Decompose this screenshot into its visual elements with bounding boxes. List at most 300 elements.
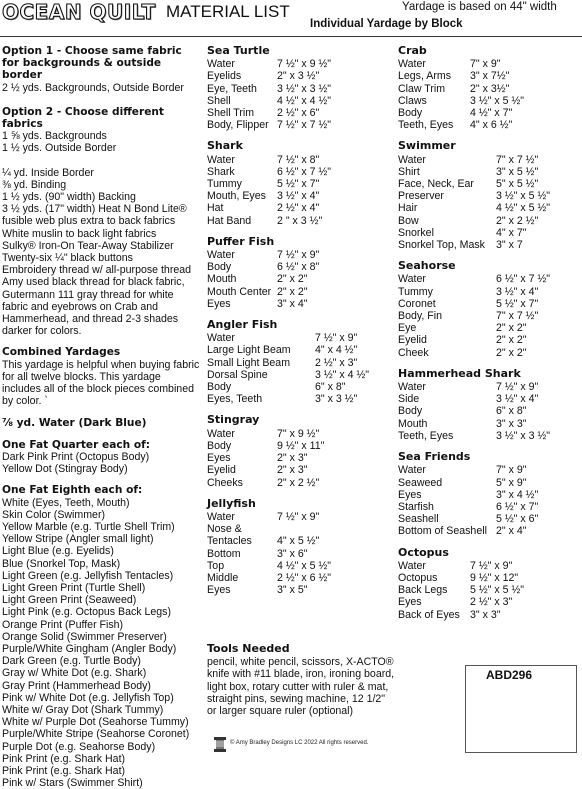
fabric-requirements-column bbox=[2, 45, 202, 789]
fabric-item: Yellow Stripe (Angler small light) bbox=[2, 533, 202, 545]
piece-size: 7" x 9 ½" bbox=[277, 428, 319, 440]
fabric-item: Gray w/ White Dot (e.g. Shark) bbox=[2, 667, 202, 679]
piece-size: 7 ½" x 9" bbox=[315, 332, 357, 344]
piece-size: 2" x 2" bbox=[277, 273, 308, 285]
fabric-item: Purple/White Stripe (Seahorse Coronet) bbox=[2, 728, 202, 740]
yardage-row bbox=[207, 58, 395, 70]
piece-name: Water bbox=[207, 428, 277, 440]
piece-size: 2 ½" x 4" bbox=[277, 202, 319, 214]
piece-name: Mouth bbox=[398, 418, 496, 430]
piece-size: 7" x 7 ½" bbox=[496, 154, 538, 166]
block-section bbox=[207, 498, 395, 597]
piece-name: Eyes, Teeth bbox=[207, 393, 315, 405]
piece-size: 4 ½" x 4 ½" bbox=[277, 95, 331, 107]
fabric-item: Light Pink (e.g. Octopus Back Legs) bbox=[2, 606, 202, 618]
yardage-row bbox=[207, 202, 395, 214]
piece-name: Water bbox=[398, 560, 470, 572]
block-section bbox=[398, 140, 580, 251]
piece-name: Top bbox=[207, 560, 277, 572]
piece-name: Cheeks bbox=[207, 477, 277, 489]
piece-name: Starfish bbox=[398, 501, 496, 513]
block-section bbox=[207, 45, 395, 131]
yardage-row bbox=[207, 95, 395, 107]
block-section bbox=[398, 45, 580, 131]
piece-name: Water bbox=[207, 511, 277, 523]
piece-size: 3" x 5 ½" bbox=[496, 166, 538, 178]
header-divider bbox=[0, 36, 582, 37]
piece-size: 5" x 5 ½" bbox=[496, 178, 538, 190]
fabric-item: Yellow Dot (Stingray Body) bbox=[2, 463, 202, 475]
piece-size: 3 ½" x 4" bbox=[496, 393, 538, 405]
piece-name: Shell bbox=[207, 95, 277, 107]
piece-size: 3" x 4" bbox=[277, 298, 308, 310]
block-yardage-column-2 bbox=[398, 45, 580, 630]
misc-item: White muslin to back light fabrics bbox=[2, 228, 202, 240]
piece-size: 2" x 3" bbox=[277, 452, 308, 464]
yardage-row bbox=[398, 58, 580, 70]
piece-size: 2" x 4" bbox=[496, 525, 527, 537]
piece-size: 9 ½" x 11" bbox=[277, 440, 324, 452]
misc-item: ⅜ yd. Binding bbox=[2, 179, 202, 191]
piece-name: Tummy bbox=[207, 178, 277, 190]
misc-item: Amy used black thread for black fabric, Gutermann 111 gray thread for white fabric and eyebrows on Crab and Hammerhead, and thread 2-3 shades darker for colors. bbox=[2, 276, 202, 337]
piece-name: Mouth Center bbox=[207, 286, 277, 298]
piece-name: Bottom bbox=[207, 548, 277, 560]
yardage-row bbox=[207, 83, 395, 95]
piece-name: Large Light Beam bbox=[207, 344, 315, 356]
yardage-row bbox=[207, 584, 395, 596]
water-yardage: ⅞ yd. Water (Dark Blue) bbox=[2, 417, 202, 429]
piece-size: 5 ½" x 7" bbox=[277, 178, 319, 190]
yardage-row bbox=[398, 477, 580, 489]
yardage-row bbox=[398, 95, 580, 107]
fat-quarter-heading: One Fat Quarter each of: bbox=[2, 439, 202, 451]
piece-size: 3 ½" x 4" bbox=[496, 286, 538, 298]
piece-size: 3 ½" x 5 ½" bbox=[496, 190, 550, 202]
piece-size: 4 ½" x 7" bbox=[470, 107, 512, 119]
piece-size: 3" x 3" bbox=[496, 418, 527, 430]
yardage-row bbox=[207, 190, 395, 202]
piece-size: 4" x 5 ½" bbox=[277, 535, 319, 547]
yardage-row bbox=[207, 357, 395, 369]
piece-name: Water bbox=[207, 249, 277, 261]
copyright: © Amy Bradley Designs LC 2022 All rights reserved. bbox=[230, 740, 368, 746]
yardage-row bbox=[207, 428, 395, 440]
piece-name: Mouth, Eyes bbox=[207, 190, 277, 202]
yardage-row bbox=[398, 347, 580, 359]
piece-size: 6" x 8" bbox=[315, 381, 346, 393]
misc-item: 3 ½ yds. (17" width) Heat N Bond Lite® fusible web plus extra to back fabrics bbox=[2, 203, 202, 227]
piece-size: 6 ½" x 7 ½" bbox=[496, 273, 550, 285]
yardage-row bbox=[398, 239, 580, 251]
yardage-row bbox=[398, 166, 580, 178]
yardage-row bbox=[207, 464, 395, 476]
piece-size: 7 ½" x 9" bbox=[277, 249, 319, 261]
yardage-row bbox=[398, 501, 580, 513]
piece-name: Water bbox=[398, 154, 496, 166]
piece-size: 7 ½" x 9" bbox=[470, 560, 512, 572]
piece-name: Eyes bbox=[207, 584, 277, 596]
piece-name: Shirt bbox=[398, 166, 496, 178]
piece-name: Mouth bbox=[207, 273, 277, 285]
piece-name: Eyes bbox=[207, 452, 277, 464]
yardage-row bbox=[398, 70, 580, 82]
piece-size: 2" x 3 ½" bbox=[277, 70, 319, 82]
piece-size: 2 ½" x 6 ½" bbox=[277, 572, 331, 584]
piece-name: Body, Flipper bbox=[207, 119, 277, 131]
piece-size: 2" x 2" bbox=[496, 347, 527, 359]
piece-name: Water bbox=[398, 58, 470, 70]
misc-item: ¼ yd. Inside Border bbox=[2, 167, 202, 179]
yardage-row bbox=[398, 119, 580, 131]
piece-size: 6 ½" x 7" bbox=[496, 501, 538, 513]
piece-name: Hair bbox=[398, 202, 496, 214]
yardage-row bbox=[398, 202, 580, 214]
block-section bbox=[398, 451, 580, 537]
misc-item: 1 ½ yds. (90" width) Backing bbox=[2, 191, 202, 203]
fabric-item: Pink Print (e.g. Shark Hat) bbox=[2, 753, 202, 765]
piece-name: Back of Eyes bbox=[398, 609, 470, 621]
yardage-row bbox=[207, 107, 395, 119]
piece-size: 3" x 7 bbox=[496, 239, 523, 251]
tools-heading: Tools Needed bbox=[207, 643, 397, 655]
yardage-row bbox=[207, 393, 395, 405]
misc-item: Embroidery thread w/ all-purpose thread bbox=[2, 264, 202, 276]
piece-size: 7 ½" x 8" bbox=[277, 154, 319, 166]
fabric-item: Pink Print (e.g. Shark Hat) bbox=[2, 765, 202, 777]
yardage-row bbox=[398, 190, 580, 202]
piece-name: Preserver bbox=[398, 190, 496, 202]
yardage-row bbox=[398, 178, 580, 190]
piece-size: 2 ½" x 6" bbox=[277, 107, 319, 119]
fabric-item: White w/ Purple Dot (Seahorse Tummy) bbox=[2, 716, 202, 728]
piece-size: 4" x 4 ½" bbox=[315, 344, 357, 356]
block-title: Hammerhead Shark bbox=[398, 368, 580, 380]
piece-name: Water bbox=[398, 381, 496, 393]
piece-size: 2" x 2 ½" bbox=[277, 477, 319, 489]
block-title: Shark bbox=[207, 140, 395, 152]
yardage-row bbox=[398, 596, 580, 608]
piece-size: 2" x 2 ½" bbox=[496, 215, 538, 227]
piece-name: Water bbox=[207, 154, 277, 166]
fabric-item: Light Green Print (Seaweed) bbox=[2, 594, 202, 606]
piece-name: Water bbox=[207, 332, 315, 344]
fabric-item: Skin Color (Swimmer) bbox=[2, 509, 202, 521]
block-yardage-column-1 bbox=[207, 45, 395, 605]
yardage-row bbox=[207, 511, 395, 523]
piece-name: Hat Band bbox=[207, 215, 277, 227]
yardage-row bbox=[207, 70, 395, 82]
fat-eighth-heading: One Fat Eighth each of: bbox=[2, 484, 202, 496]
piece-name: Shell Trim bbox=[207, 107, 277, 119]
yardage-row bbox=[398, 334, 580, 346]
piece-name: Eyelids bbox=[207, 70, 277, 82]
piece-size: 3" x 4 ½" bbox=[496, 489, 538, 501]
piece-size: 3" x 3 ½" bbox=[315, 393, 357, 405]
yardage-row bbox=[398, 83, 580, 95]
fabric-item: Light Green Print (Turtle Shell) bbox=[2, 582, 202, 594]
fabric-item: Purple/White Gingham (Angler Body) bbox=[2, 643, 202, 655]
fabric-item: Blue (Snorkel Top, Mask) bbox=[2, 558, 202, 570]
piece-name: Water bbox=[398, 464, 496, 476]
block-section bbox=[207, 319, 395, 405]
yardage-row bbox=[398, 273, 580, 285]
piece-name: Tentacles bbox=[207, 535, 277, 547]
yardage-row bbox=[207, 166, 395, 178]
piece-name: Cheek bbox=[398, 347, 496, 359]
block-yardage-heading: Individual Yardage by Block bbox=[310, 18, 463, 30]
piece-size: 7 ½" x 9" bbox=[277, 511, 319, 523]
piece-size: 3 ½" x 5 ½" bbox=[470, 95, 524, 107]
piece-name: Eyelid bbox=[398, 334, 496, 346]
piece-name: Claws bbox=[398, 95, 470, 107]
yardage-row bbox=[207, 523, 395, 535]
piece-size: 5" x 9" bbox=[496, 477, 527, 489]
yardage-row bbox=[398, 525, 580, 537]
yardage-row bbox=[398, 322, 580, 334]
piece-name: Eyes bbox=[398, 489, 496, 501]
yardage-row bbox=[207, 178, 395, 190]
piece-size: 6 ½" x 7 ½" bbox=[277, 166, 331, 178]
piece-size: 3" x 3" bbox=[470, 609, 501, 621]
piece-size: 5 ½" x 6" bbox=[496, 513, 538, 525]
piece-name: Eyes bbox=[207, 298, 277, 310]
yardage-row bbox=[207, 273, 395, 285]
piece-size: 3" x 6" bbox=[277, 548, 308, 560]
piece-name: Teeth, Eyes bbox=[398, 430, 496, 442]
piece-name: Eyes bbox=[398, 596, 470, 608]
yardage-row bbox=[398, 489, 580, 501]
piece-name: Back Legs bbox=[398, 584, 470, 596]
block-section bbox=[398, 260, 580, 359]
piece-size: 3 ½" x 4" bbox=[277, 190, 319, 202]
yardage-row bbox=[398, 310, 580, 322]
yardage-row bbox=[398, 560, 580, 572]
yardage-row bbox=[207, 440, 395, 452]
piece-name: Bottom of Seashell bbox=[398, 525, 496, 537]
piece-size: 2" x 3½" bbox=[470, 83, 509, 95]
piece-size: 7" x 7 ½" bbox=[496, 310, 538, 322]
yardage-row bbox=[398, 393, 580, 405]
piece-size: 6" x 8" bbox=[496, 405, 527, 417]
piece-size: 2 ½" x 3" bbox=[315, 357, 357, 369]
piece-size: 2" x 2" bbox=[496, 334, 527, 346]
option2-line: 1 ⅝ yds. Backgrounds bbox=[2, 130, 202, 142]
piece-name: Side bbox=[398, 393, 496, 405]
piece-name: Shark bbox=[207, 166, 277, 178]
yardage-row bbox=[207, 381, 395, 393]
piece-name: Water bbox=[398, 273, 496, 285]
fabric-item: Purple Dot (e.g. Seahorse Body) bbox=[2, 741, 202, 753]
yardage-row bbox=[207, 249, 395, 261]
fabric-item: Pink w/ White Dot (e.g. Jellyfish Top) bbox=[2, 692, 202, 704]
yardage-note: Yardage is based on 44" width bbox=[402, 1, 557, 13]
fabric-item: Light Blue (e.g. Eyelids) bbox=[2, 545, 202, 557]
block-title: Crab bbox=[398, 45, 580, 57]
block-title: Sea Turtle bbox=[207, 45, 395, 57]
piece-name: Snorkel Top, Mask bbox=[398, 239, 496, 251]
yardage-row bbox=[398, 418, 580, 430]
yardage-row bbox=[398, 430, 580, 442]
yardage-row bbox=[207, 344, 395, 356]
block-title: Stingray bbox=[207, 414, 395, 426]
yardage-row bbox=[398, 227, 580, 239]
combined-yardages-heading: Combined Yardages bbox=[2, 346, 202, 358]
block-title: Swimmer bbox=[398, 140, 580, 152]
block-section bbox=[207, 414, 395, 488]
fabric-item: Pink w/ Stars (Swimmer Shirt) bbox=[2, 777, 202, 789]
yardage-row bbox=[398, 154, 580, 166]
piece-size: 4 ½" x 5 ½" bbox=[496, 202, 550, 214]
yardage-row bbox=[207, 535, 395, 547]
piece-size: 3" x 5" bbox=[277, 584, 308, 596]
option2-heading: Option 2 - Choose different fabrics bbox=[2, 106, 202, 130]
piece-size: 3 ½" x 3 ½" bbox=[496, 430, 550, 442]
block-section bbox=[207, 236, 395, 310]
page-subtitle: MATERIAL LIST bbox=[166, 2, 290, 22]
fabric-item: Orange Print (Puffer Fish) bbox=[2, 619, 202, 631]
piece-name: Dorsal Spine bbox=[207, 369, 315, 381]
fabric-item: White (Eyes, Teeth, Mouth) bbox=[2, 497, 202, 509]
piece-name: Body, Fin bbox=[398, 310, 496, 322]
yardage-row bbox=[207, 560, 395, 572]
piece-name: Nose & bbox=[207, 523, 277, 535]
piece-name: Water bbox=[207, 58, 277, 70]
piece-name: Body bbox=[207, 381, 315, 393]
block-title: Puffer Fish bbox=[207, 236, 395, 248]
option2-line: 1 ½ yds. Outside Border bbox=[2, 142, 202, 154]
piece-name: Coronet bbox=[398, 298, 496, 310]
block-title: Octopus bbox=[398, 547, 580, 559]
piece-name: Body bbox=[398, 107, 470, 119]
yardage-row bbox=[398, 286, 580, 298]
tools-text: pencil, white pencil, scissors, X-ACTO® knife with #11 blade, iron, ironing board, light box, rotary cutter with ruler & mat, straight pins, sewing machine, 12 1/2" or larger square ruler (optional) bbox=[207, 656, 397, 717]
option1-text: 2 ½ yds. Backgrounds, Outside Border bbox=[2, 82, 202, 94]
fabric-item: Dark Pink Print (Octopus Body) bbox=[2, 451, 202, 463]
yardage-row bbox=[398, 215, 580, 227]
block-title: Sea Friends bbox=[398, 451, 580, 463]
piece-name: Body bbox=[398, 405, 496, 417]
piece-name: Claw Trim bbox=[398, 83, 470, 95]
piece-size: 2 " x 3 ½" bbox=[277, 215, 322, 227]
piece-name: Octopus bbox=[398, 572, 470, 584]
fabric-item: White w/ Gray Dot (Shark Tummy) bbox=[2, 704, 202, 716]
piece-size: 7 ½" x 9 ½" bbox=[277, 58, 331, 70]
piece-name: Hat bbox=[207, 202, 277, 214]
yardage-row bbox=[207, 286, 395, 298]
yardage-row bbox=[207, 119, 395, 131]
combined-yardages-text: This yardage is helpful when buying fabric for all twelve blocks. This yardage includes all of the block pieces combined by color. ` bbox=[2, 359, 202, 408]
fabric-item: Dark Green (e.g. Turtle Body) bbox=[2, 655, 202, 667]
piece-name: Body bbox=[207, 440, 277, 452]
yardage-row bbox=[398, 513, 580, 525]
option1-heading: Option 1 - Choose same fabric for backgrounds & outside border bbox=[2, 45, 202, 82]
piece-size: 2" x 2" bbox=[496, 322, 527, 334]
yardage-row bbox=[398, 584, 580, 596]
piece-name: Small Light Beam bbox=[207, 357, 315, 369]
piece-name: Bow bbox=[398, 215, 496, 227]
misc-item: Sulky® Iron-On Tear-Away Stabilizer bbox=[2, 240, 202, 252]
fabric-item: Yellow Marble (e.g. Turtle Shell Trim) bbox=[2, 521, 202, 533]
piece-size: 7 ½" x 7 ½" bbox=[277, 119, 331, 131]
block-section bbox=[207, 140, 395, 226]
yardage-row bbox=[207, 215, 395, 227]
yardage-row bbox=[398, 381, 580, 393]
piece-name: Snorkel bbox=[398, 227, 496, 239]
block-title: Seahorse bbox=[398, 260, 580, 272]
piece-name: Eyelid bbox=[207, 464, 277, 476]
piece-size: 4" x 7" bbox=[496, 227, 527, 239]
piece-name: Teeth, Eyes bbox=[398, 119, 470, 131]
yardage-row bbox=[398, 464, 580, 476]
fabric-item: Light Green (e.g. Jellyfish Tentacles) bbox=[2, 570, 202, 582]
fat-eighth-list bbox=[2, 497, 202, 789]
yardage-row bbox=[207, 548, 395, 560]
piece-size: 3 ½" x 3 ½" bbox=[277, 83, 331, 95]
yardage-row bbox=[207, 298, 395, 310]
yardage-row bbox=[207, 572, 395, 584]
piece-name: Seashell bbox=[398, 513, 496, 525]
piece-size: 6 ½" x 8" bbox=[277, 261, 319, 273]
piece-size: 7 ½" x 9" bbox=[496, 381, 538, 393]
thread-spool-icon bbox=[213, 737, 227, 752]
block-title: Angler Fish bbox=[207, 319, 395, 331]
page-title: OCEAN QUILT bbox=[2, 0, 156, 24]
piece-name: Middle bbox=[207, 572, 277, 584]
piece-name: Body bbox=[207, 261, 277, 273]
piece-size: 5 ½" x 7" bbox=[496, 298, 538, 310]
yardage-row bbox=[207, 332, 395, 344]
piece-name: Seaweed bbox=[398, 477, 496, 489]
fat-quarter-list bbox=[2, 451, 202, 475]
piece-size: 9 ½" x 12" bbox=[470, 572, 518, 584]
piece-name: Eye bbox=[398, 322, 496, 334]
fabric-item: Orange Solid (Swimmer Preserver) bbox=[2, 631, 202, 643]
tools-needed bbox=[207, 643, 397, 717]
block-section bbox=[398, 368, 580, 442]
piece-size: 2 ½" x 3" bbox=[470, 596, 512, 608]
piece-size: 5 ½" x 5 ½" bbox=[470, 584, 524, 596]
yardage-row bbox=[207, 477, 395, 489]
piece-size: 4 ½" x 5 ½" bbox=[277, 560, 331, 572]
piece-size: 2" x 3" bbox=[277, 464, 308, 476]
yardage-row bbox=[207, 369, 395, 381]
piece-name: Tummy bbox=[398, 286, 496, 298]
piece-size: 3" x 7½" bbox=[470, 70, 509, 82]
yardage-row bbox=[398, 298, 580, 310]
yardage-row bbox=[398, 572, 580, 584]
misc-item: Twenty-six ¼" black buttons bbox=[2, 252, 202, 264]
pattern-code: ABD296 bbox=[486, 668, 532, 682]
piece-size: 4" x 6 ½" bbox=[470, 119, 512, 131]
block-title: Jellyfish bbox=[207, 498, 395, 510]
piece-size: 3 ½" x 4 ½" bbox=[315, 369, 369, 381]
yardage-row bbox=[207, 452, 395, 464]
piece-name: Face, Neck, Ear bbox=[398, 178, 496, 190]
yardage-row bbox=[207, 154, 395, 166]
piece-size: 7" x 9" bbox=[496, 464, 527, 476]
yardage-row bbox=[207, 261, 395, 273]
piece-size: 2" x 2" bbox=[277, 286, 308, 298]
yardage-row bbox=[398, 107, 580, 119]
yardage-row bbox=[398, 405, 580, 417]
piece-name: Eye, Teeth bbox=[207, 83, 277, 95]
yardage-row bbox=[398, 609, 580, 621]
piece-name: Legs, Arms bbox=[398, 70, 470, 82]
block-section bbox=[398, 547, 580, 621]
piece-size: 7" x 9" bbox=[470, 58, 501, 70]
fabric-item: Gray Print (Hammerhead Body) bbox=[2, 680, 202, 692]
